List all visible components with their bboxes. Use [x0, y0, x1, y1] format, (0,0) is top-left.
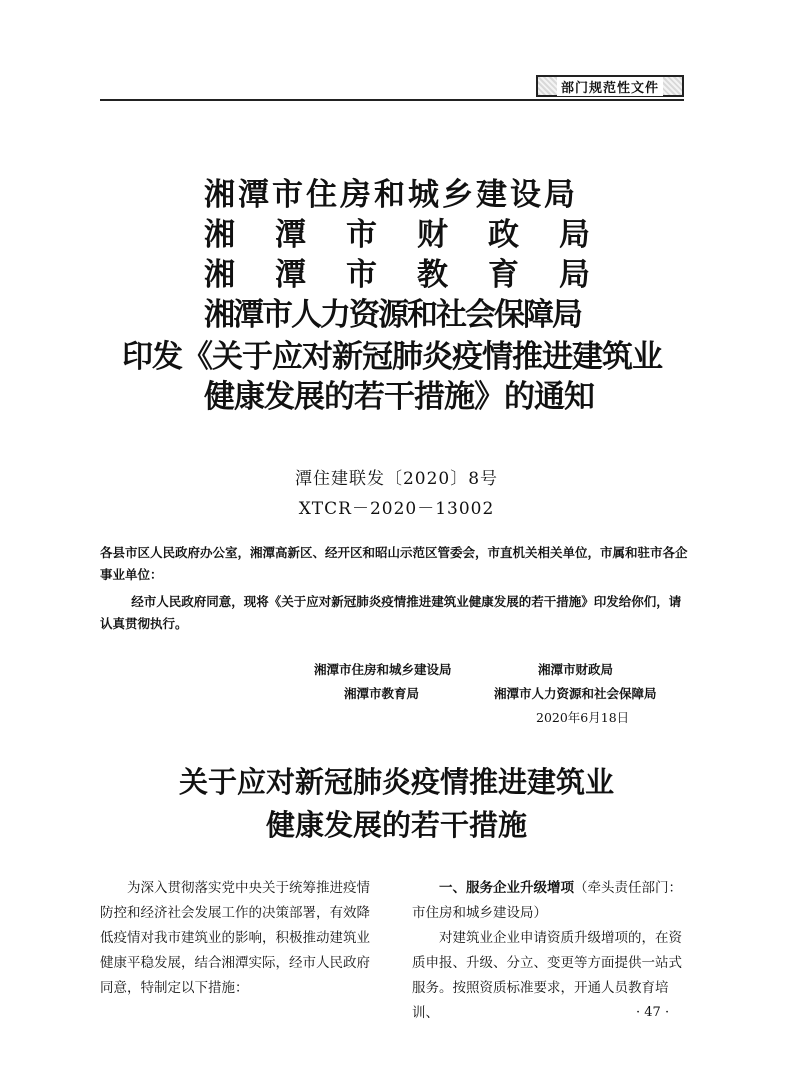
signature-date: 2020年6月18日	[536, 710, 630, 725]
notice-recipients: 各县市区人民政府办公室，湘潭高新区、经开区和昭山示范区管委会，市直机关相关单位，市属和驻市各企事业单位：	[100, 545, 688, 582]
section-tag: 部门规范性文件	[536, 75, 684, 97]
page-number: · 47 ·	[636, 1005, 670, 1020]
item-1-heading: 一、服务企业升级增项	[439, 880, 574, 896]
title-issuer-1: 湘潭市住房和城乡建设局	[204, 177, 578, 213]
signature-education-bureau: 湘潭市教育局	[344, 686, 420, 701]
title-line-6: 健康发展的若干措施》的通知	[204, 379, 594, 415]
article-intro-paragraph: 为深入贯彻落实党中央关于统筹推进疫情防控和经济社会发展工作的决策部署，有效降低疫情对我市建筑业的影响，积极推动建筑业健康平稳发展，结合湘潭实际，经市人民政府同意，特制定以下措施：	[100, 880, 370, 996]
signature-finance-bureau: 湘潭市财政局	[538, 662, 614, 677]
header-rule	[100, 99, 684, 101]
article-title-line-1: 关于应对新冠肺炎疫情推进建筑业	[178, 765, 614, 799]
signature-hr-bureau: 湘潭市人力资源和社会保障局	[494, 686, 657, 701]
document-code: XTCR－2020－13002	[298, 499, 495, 519]
article-right-column	[412, 876, 694, 1026]
item-1-responsible: （牵头责任部门：市住房和城乡建设局）	[412, 880, 682, 921]
notice-body: 经市人民政府同意，现将《关于应对新冠肺炎疫情推进建筑业健康发展的若干措施》印发给你们，请认真贯彻执行。	[100, 594, 682, 631]
article-left-column	[100, 876, 378, 1001]
article-title-line-2: 健康发展的若干措施	[265, 808, 527, 842]
title-line-5: 印发《关于应对新冠肺炎疫情推进建筑业	[122, 339, 662, 375]
title-issuer-2: 湘 潭 市 财 政 局	[204, 217, 590, 253]
title-issuer-4: 湘潭市人力资源和社会保障局	[204, 297, 581, 333]
title-issuer-3: 湘 潭 市 教 育 局	[204, 257, 590, 293]
item-1-text: 对建筑业企业申请资质升级增项的，在资质申报、升级、分立、变更等方面提供一站式服务。按照资质标准要求，开通人员教育培训、	[412, 930, 682, 1021]
document-number: 潭住建联发〔2020〕8号	[294, 469, 499, 489]
signature-housing-bureau: 湘潭市住房和城乡建设局	[314, 662, 452, 677]
item-1-heading-paragraph	[412, 876, 694, 926]
